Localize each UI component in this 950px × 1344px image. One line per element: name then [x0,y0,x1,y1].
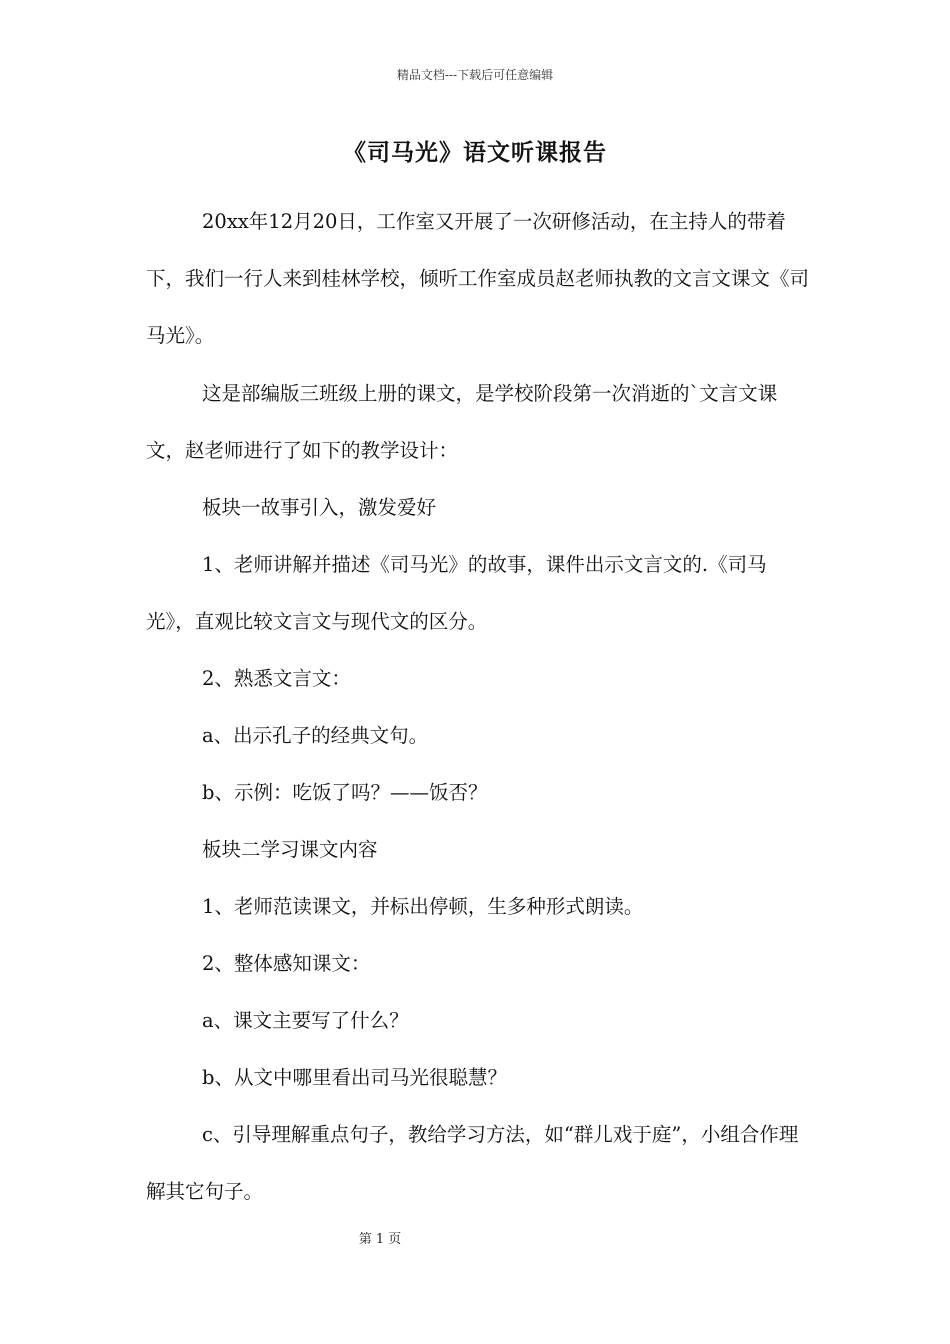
paragraph-6: a、出示孔子的经典文句。 [202,724,429,747]
paragraph-10: 2、整体感知课文： [202,952,371,975]
paragraph-4: 1、老师讲解并描述《司马光》的故事，课件出示文言文的.《司马光》，直观比较文言文与现代文的区分。 [146,553,767,633]
paragraph-11: a、课文主要写了什么？ [202,1009,409,1032]
document-title: 《司马光》语文听课报告 [343,139,607,166]
paragraph-8: 板块二学习课文内容 [202,838,378,861]
page-header: 精品文档---下载后可任意编辑 [396,68,554,82]
paragraph-9: 1、老师范读课文，并标出停顿，生多种形式朗读。 [202,895,644,918]
paragraph-1: 20xx年12月20日，工作室又开展了一次研修活动，在主持人的带着下，我们一行人来到桂林学校，倾听工作室成员赵老师执教的文言文课文《司马光》。 [146,210,810,347]
paragraph-7: b、示例：吃饭了吗？——饭否？ [202,781,488,804]
paragraph-5: 2、熟悉文言文： [202,667,351,690]
page-number: 第 1 页 [358,1232,402,1247]
paragraph-12: b、从文中哪里看出司马光很聪慧？ [202,1066,507,1089]
paragraph-3: 板块一故事引入，激发爱好 [202,496,437,519]
paragraph-13: c、引导理解重点句子，教给学习方法，如“群儿戏于庭”，小组合作理解其它句子。 [146,1123,799,1203]
paragraph-2: 这是部编版三班级上册的课文，是学校阶段第一次消逝的`文言文课文，赵老师进行了如下的教学设计： [146,382,778,462]
